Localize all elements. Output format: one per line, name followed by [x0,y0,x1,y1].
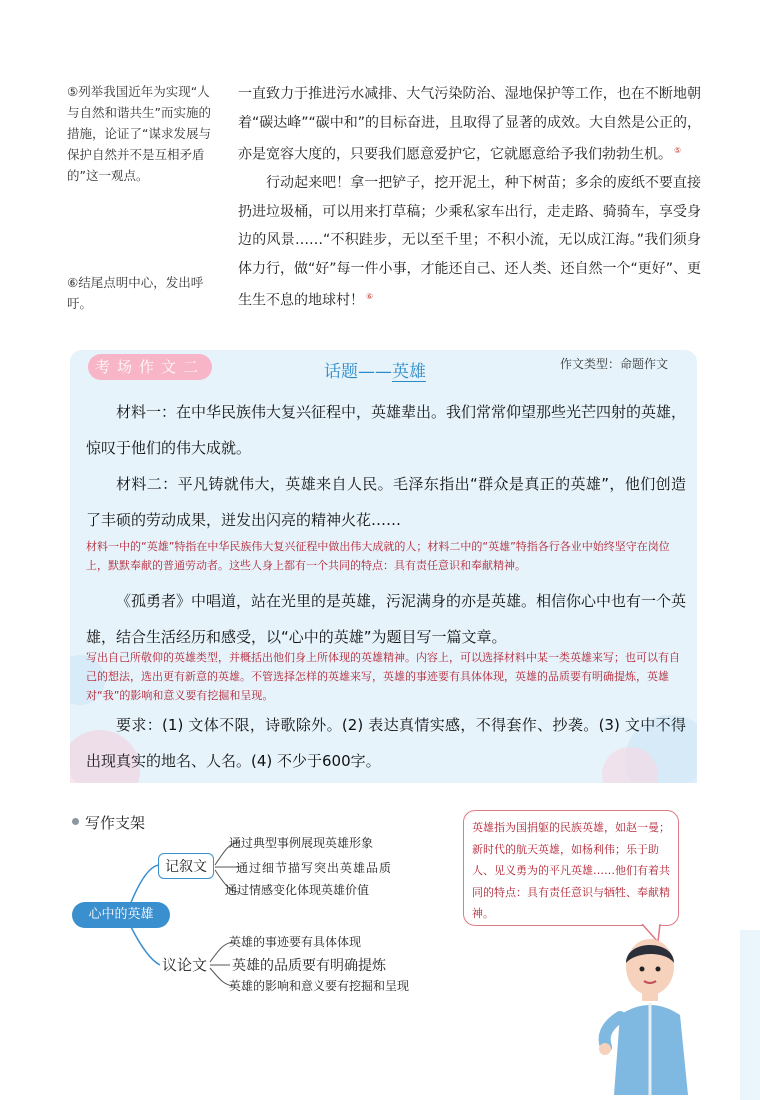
framework-title: 写作支架 [85,814,146,832]
narrative-item-3: 通过情感变化体现英雄价值 [225,883,370,897]
article-paragraph-2 [238,169,701,315]
annotation-6: ⑥结尾点明中心，发出呼吁。 [67,275,204,311]
commentary-task: 写出自己所敬仰的英雄类型，并概括出他们身上所体现的英雄精神。内容上，可以选择材料中某一类英雄来写；也可以有自己的想法，选出更有新意的英雄。不管选择怎样的英雄来写，英雄的事迹要有具体体现，英雄的品质要有明确提炼，英雄对“我”的影响和意义要有挖掘和呈现。 [86,651,680,702]
topic-title [324,357,426,382]
annotation-5: ⑤列举我国近年为实现“人与自然和谐共生”而实施的措施，论证了“谋求发展与保护自然并不是互相矛盾的”这一观点。 [67,84,211,183]
material-2: 材料二：平凡铸就伟大，英雄来自人民。毛泽东指出“群众是真正的英雄”，他们创造了丰硕的劳动成果，迸发出闪亮的精神火花…… [86,475,686,529]
mindmap-center: 心中的英雄 [72,902,170,928]
branch-argumentative: 议论文 [162,956,208,974]
topic-word: 英雄 [392,362,426,382]
boy-character-illustration [592,935,702,1095]
article-paragraph-1-text: 一直致力于推进污水减排、大气污染防治、湿地保护等工作，也在不断地朝着“碳达峰”“碳中和”的目标奋进，且取得了显著的成效。大自然是公正的，亦是宽容大度的，只要我们愿意爱护它，它就愿意给予我们勃勃生机。 [238,86,702,163]
essay-task: 《孤勇者》中唱道，站在光里的是英雄，污泥满身的亦是英雄。相信你心中也有一个英雄，结合生活经历和感受，以“心中的英雄”为题目写一篇文章。 [86,592,687,646]
article-paragraph-1 [238,80,701,169]
narrative-item-2: 通过细节描写突出英雄品质 [236,861,393,875]
material-1: 材料一：在中华民族伟大复兴征程中，英雄辈出。我们常常仰望那些光芒四射的英雄，惊叹于他们的伟大成就。 [86,403,687,457]
article-paragraph-2-text: 行动起来吧！拿一把铲子，挖开泥土，种下树苗；多余的废纸不要直接扔进垃圾桶，可以用来打草稿；少乘私家车出行，走走路、骑骑车，享受身边的风景……“不积跬步，无以至千里；不积小流，无以成江海。”我们须身体力行，做“好”每一件小事，才能还自己、还人类、还自然一个“更好”、更生生不息的地球村！ [238,175,702,309]
branch-narrative: 记叙文 [158,853,214,879]
argument-item-1: 英雄的事迹要有具体体现 [229,935,362,949]
essay-badge: 考场作文二 [88,354,212,380]
page-edge-decoration [740,930,760,1100]
marker-6: ⑥ [366,292,374,302]
article-body [238,80,701,315]
essay-requirements: 要求：(1) 文体不限，诗歌除外。(2) 表达真情实感，不得套作、抄袭。(3) 文中不得出现真实的地名、人名。(4) 不少于600字。 [86,716,686,770]
argument-item-3: 英雄的影响和意义要有挖掘和呈现 [229,979,410,993]
argument-item-2: 英雄的品质要有明确提炼 [232,958,386,974]
marker-5: ⑤ [674,146,682,155]
commentary-materials: 材料一中的“英雄”特指在中华民族伟大复兴征程中做出伟大成就的人；材料二中的“英雄”特指各行各业中始终坚守在岗位上，默默奉献的普通劳动者。这些人身上都有一个共同的特点：具有责任意识和奉献精神。 [86,540,670,572]
speech-bubble: 英雄指为国捐躯的民族英雄，如赵一曼；新时代的航天英雄，如杨利伟；乐于助人、见义勇为的平凡英雄……他们有着共同的特点：具有责任意识与牺牲、奉献精神。 [463,810,679,926]
topic-prefix: 话题—— [324,362,392,382]
essay-type: 作文类型：命题作文 [560,357,669,371]
narrative-item-1: 通过典型事例展现英雄形象 [229,836,374,850]
section-bullet-icon [72,818,79,825]
